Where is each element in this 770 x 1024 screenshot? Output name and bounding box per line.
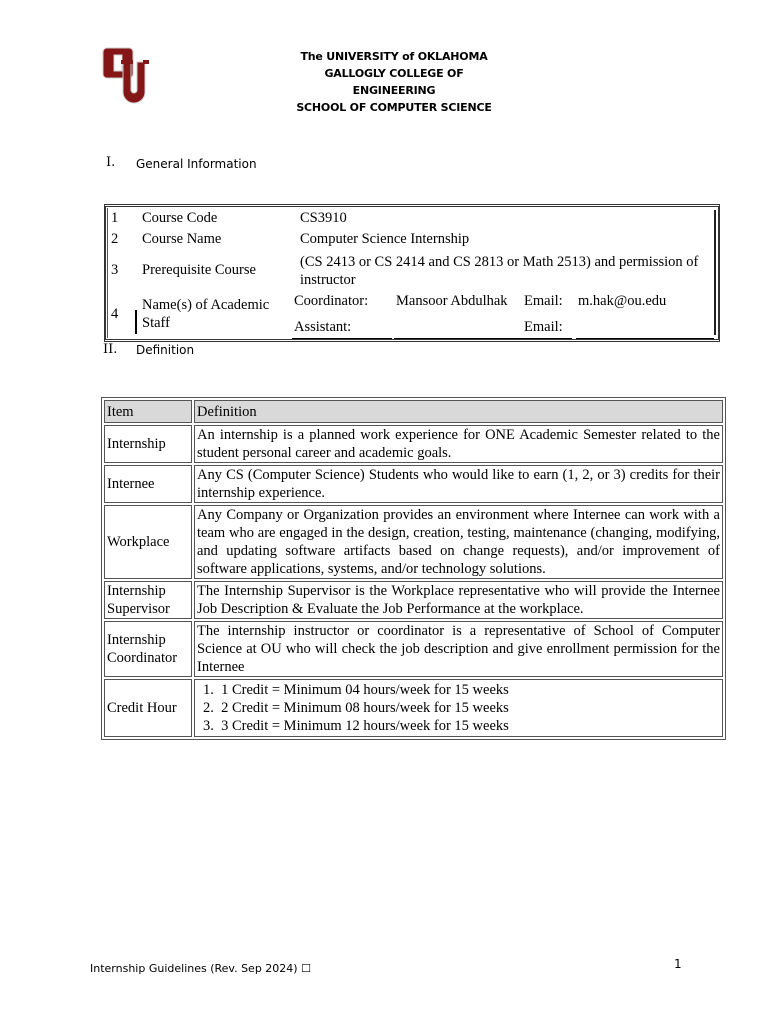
item-cell	[104, 581, 192, 619]
definition-cell	[194, 679, 723, 737]
staff-label-cont: Staff	[142, 315, 170, 331]
table-row	[104, 621, 723, 677]
list-item	[203, 681, 720, 699]
row-number: 3	[111, 262, 119, 278]
item-cell: Internee	[104, 465, 192, 503]
table-border	[714, 210, 716, 335]
section2-title: Definition	[136, 343, 195, 357]
table-header-row	[104, 400, 723, 423]
course-code-value: CS3910	[300, 210, 347, 226]
prerequisite-value-cont: instructor	[300, 272, 356, 288]
course-name-label: Course Name	[142, 231, 222, 247]
list-number: 1.	[203, 682, 214, 698]
assistant-email-label: Email:	[524, 319, 563, 335]
list-number: 3.	[203, 718, 214, 734]
table-row	[104, 505, 723, 579]
row-number: 1	[111, 210, 119, 226]
prerequisite-label: Prerequisite Course	[142, 262, 256, 278]
list-text: 2 Credit = Minimum 08 hours/week for 15 weeks	[221, 700, 509, 716]
credit-list	[197, 681, 720, 735]
definition-cell: The internship instructor or coordinator is a representative of School of Computer Science at OU who will check the job description and give enrollment permission for the Internee	[194, 621, 723, 677]
header-school: SCHOOL OF COMPUTER SCIENCE	[296, 101, 492, 114]
header-definition: Definition	[194, 400, 723, 423]
item-cell: Credit Hour	[104, 679, 192, 737]
item-line: Coordinator	[107, 650, 178, 666]
list-text: 1 Credit = Minimum 04 hours/week for 15 weeks	[221, 682, 509, 698]
list-item	[203, 699, 720, 717]
item-cell: Workplace	[104, 505, 192, 579]
definition-cell: Any Company or Organization provides an environment where Internee can work with a team who are engaged in the design, creation, testing, maintenance (changing, modifying, and updating software artifacts based on change requests), and/or improvement of software applications, systems, and/or technology solutions.	[194, 505, 723, 579]
assistant-label: Assistant:	[294, 319, 352, 335]
item-line: Internship	[107, 583, 166, 599]
coordinator-email-label: Email:	[524, 293, 563, 309]
section1-number: I.	[106, 155, 116, 170]
coordinator-email: m.hak@ou.edu	[578, 293, 667, 309]
header-item: Item	[104, 400, 192, 423]
table-row	[104, 465, 723, 503]
definition-table	[101, 397, 726, 740]
document-header	[230, 48, 558, 116]
item-line: Supervisor	[107, 601, 170, 617]
table-border	[107, 208, 108, 338]
table-row	[104, 425, 723, 463]
header-engineering: ENGINEERING	[352, 84, 436, 97]
page-number: 1	[674, 957, 682, 971]
footer-text: Internship Guidelines (Rev. Sep 2024) ☐	[90, 962, 311, 975]
list-number: 2.	[203, 700, 214, 716]
header-university: The UNIVERSITY of OKLAHOMA	[300, 50, 488, 63]
prerequisite-value: (CS 2413 or CS 2414 and CS 2813 or Math 2513) and permission of	[300, 254, 699, 270]
item-line: Internship	[107, 632, 166, 648]
list-text: 3 Credit = Minimum 12 hours/week for 15 weeks	[221, 718, 509, 734]
course-name-value: Computer Science Internship	[300, 231, 470, 247]
row-number: 4	[111, 306, 119, 322]
row-number: 2	[111, 231, 119, 247]
coordinator-label: Coordinator:	[294, 293, 369, 309]
section2-number: II.	[103, 342, 118, 357]
definition-cell: Any CS (Computer Science) Students who would like to earn (1, 2, or 3) credits for their internship experience.	[194, 465, 723, 503]
definition-cell: The Internship Supervisor is the Workplace representative who will provide the Internee Job Description & Evaluate the Job Performance at the workplace.	[194, 581, 723, 619]
field-underline	[292, 338, 392, 339]
table-row	[104, 679, 723, 737]
ou-logo-icon	[101, 44, 153, 106]
list-item	[203, 717, 720, 735]
course-code-label: Course Code	[142, 210, 218, 226]
coordinator-name: Mansoor Abdulhak	[396, 293, 508, 309]
item-cell: Internship	[104, 425, 192, 463]
table-border	[135, 310, 137, 334]
definition-cell: An internship is a planned work experience for ONE Academic Semester related to the student personal career and academic goals.	[194, 425, 723, 463]
item-cell	[104, 621, 192, 677]
field-underline	[576, 338, 714, 339]
header-college: GALLOGLY COLLEGE OF	[324, 67, 464, 80]
field-underline	[394, 338, 572, 339]
section1-title: General Information	[136, 157, 257, 171]
staff-label: Name(s) of Academic	[142, 297, 270, 313]
table-row	[104, 581, 723, 619]
